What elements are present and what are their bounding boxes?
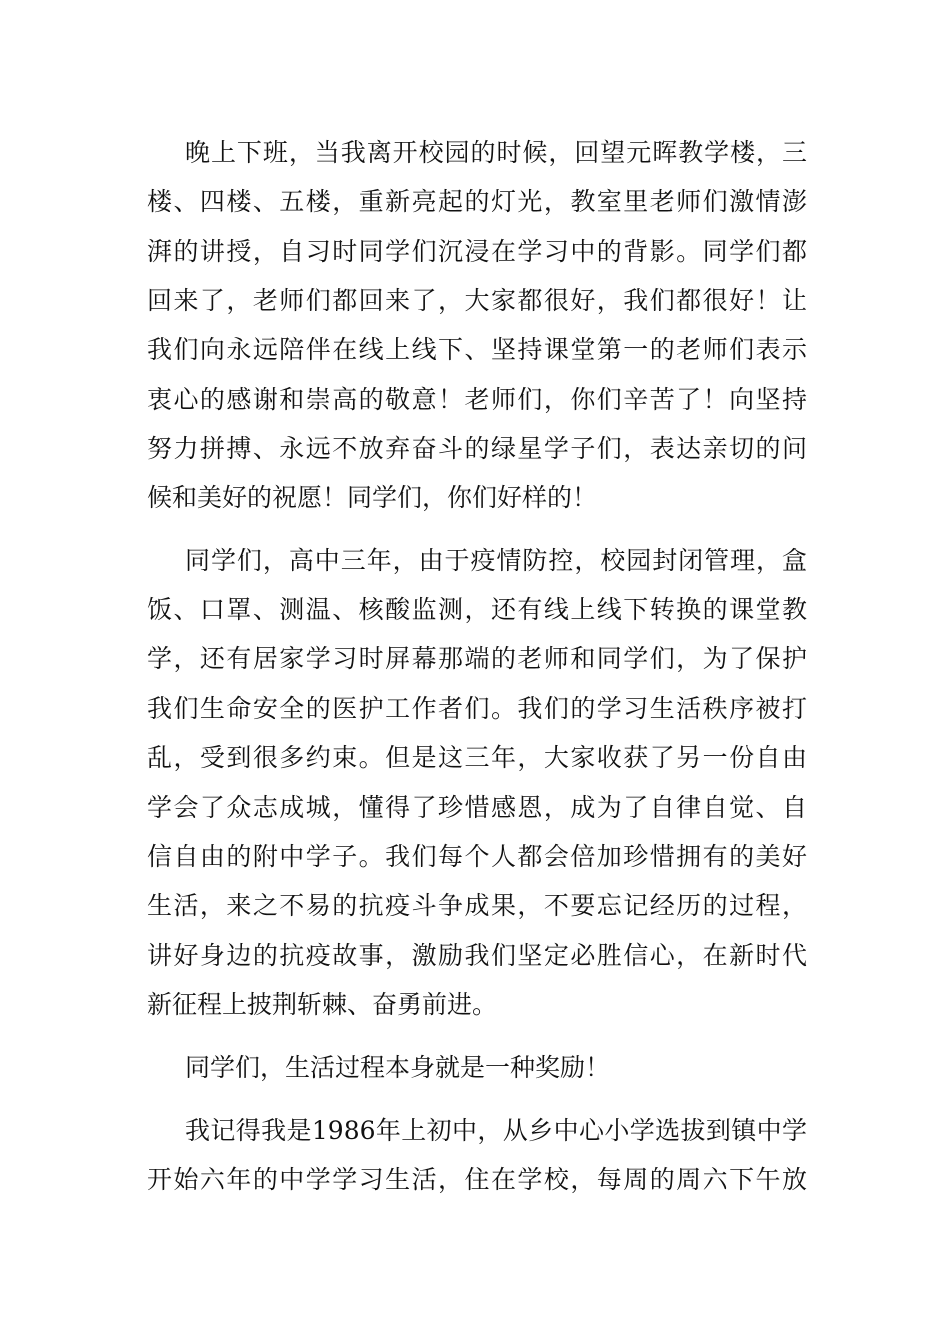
text-line: 回来了，老师们都回来了，大家都很好，我们都很好！让 xyxy=(147,286,807,315)
text-line: 学，还有居家学习时屏幕那端的老师和同学们，为了保护 xyxy=(147,644,807,673)
text-line: 同学们，生活过程本身就是一种奖励！ xyxy=(185,1053,611,1082)
text-line: 我记得我是1986年上初中，从乡中心小学选拔到镇中学 xyxy=(185,1116,807,1145)
text-line: 衷心的感谢和崇高的敬意！老师们，你们辛苦了！向坚持 xyxy=(147,385,807,414)
text-line: 饭、口罩、测温、核酸监测，还有线上线下转换的课堂教 xyxy=(147,595,807,624)
text-line: 开始六年的中学学习生活，住在学校，每周的周六下午放 xyxy=(147,1165,807,1194)
text-line: 候和美好的祝愿！同学们，你们好样的！ xyxy=(147,483,598,512)
text-line: 讲好身边的抗疫故事，激励我们坚定必胜信心，在新时代 xyxy=(147,941,807,970)
text-line: 湃的讲授，自习时同学们沉浸在学习中的背影。同学们都 xyxy=(147,237,807,266)
text-line: 楼、四楼、五楼，重新亮起的灯光，教室里老师们激情澎 xyxy=(147,187,807,216)
text-line: 信自由的附中学子。我们每个人都会倍加珍惜拥有的美好 xyxy=(147,842,807,871)
text-line: 我们生命安全的医护工作者们。我们的学习生活秩序被打 xyxy=(147,694,807,723)
text-line: 学会了众志成城，懂得了珍惜感恩，成为了自律自觉、自 xyxy=(147,793,807,822)
text-line: 生活，来之不易的抗疫斗争成果，不要忘记经历的过程， xyxy=(147,891,807,920)
text-line: 乱，受到很多约束。但是这三年，大家收获了另一份自由 xyxy=(147,743,807,772)
text-line: 同学们，高中三年，由于疫情防控，校园封闭管理，盒 xyxy=(185,546,807,575)
text-line: 新征程上披荆斩棘、奋勇前进。 xyxy=(147,990,498,1019)
text-line: 晚上下班，当我离开校园的时候，回望元晖教学楼，三 xyxy=(185,138,807,167)
text-line: 我们向永远陪伴在线上线下、坚持课堂第一的老师们表示 xyxy=(147,335,807,364)
text-line: 努力拼搏、永远不放弃奋斗的绿星学子们，表达亲切的问 xyxy=(147,434,807,463)
